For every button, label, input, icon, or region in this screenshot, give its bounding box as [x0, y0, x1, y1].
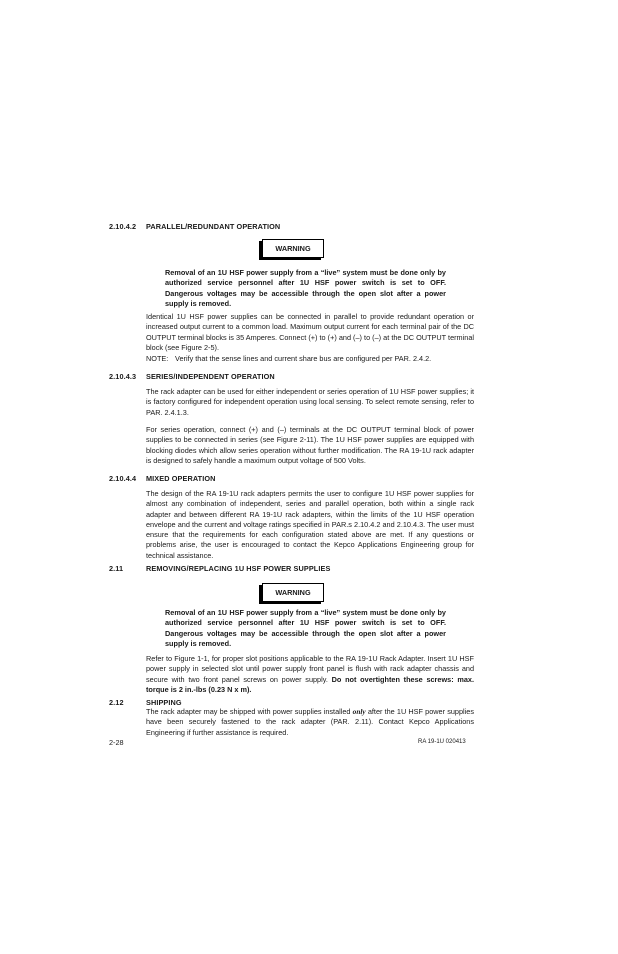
section-heading-2-11	[109, 564, 330, 573]
warning-box: WARNING	[262, 239, 324, 258]
section-heading-2-12	[109, 698, 182, 707]
warning-text: Removal of an 1U HSF power supply from a “live” system must be done only by authorized service personnel after 1U HSF power switch is set to OFF. Dangerous voltages may be accessible through the open slot after a power supply is removed.	[165, 608, 446, 648]
section-title: MIXED OPERATION	[146, 474, 216, 483]
paragraph: For series operation, connect (+) and (–) terminals at the DC OUTPUT terminal block of power supplies to be connected in series (see Figure 2-11). The 1U HSF power supplies are equipped with blocking diodes which allow series operation without further modification. The RA 19-1U rack adapter is designed to safely handle a maximum output voltage of 500 Volts.	[146, 425, 474, 465]
page-number: 2-28	[109, 738, 124, 747]
paragraph	[146, 654, 474, 695]
document-id: RA 19-1U 020413	[418, 739, 466, 745]
section-heading-2-10-4-4	[109, 474, 215, 483]
note	[146, 354, 431, 363]
note-text: Verify that the sense lines and current share bus are configured per PAR. 2.4.2.	[175, 354, 432, 363]
paragraph: The design of the RA 19-1U rack adapters permits the user to configure 1U HSF power supplies for almost any combination of independent, series and parallel operation, both within a single rack adapter and between different RA 19-1U rack adapters, within the limits of the 1U HSF operation envelope and the current and voltage ratings specified in PAR.s 2.10.4.2 and 2.10.4.3. The user must ensure that the requirements for each configuration stated above are met. If any questions or problems arise, the user is encouraged to contact the Kepco Applications Engineering group for technical assistance.	[146, 489, 474, 560]
warning-text: Removal of an 1U HSF power supply from a “live” system must be done only by authorized service personnel after 1U HSF power switch is set to OFF. Dangerous voltages may be accessible through the open slot after a power supply is removed.	[165, 268, 446, 308]
section-number: 2.12	[109, 698, 124, 707]
paragraph-text: The rack adapter may be shipped with power supplies installed	[146, 707, 353, 716]
note-label: NOTE:	[146, 354, 169, 363]
paragraph-emphasis: only	[352, 707, 366, 716]
section-title: SHIPPING	[146, 698, 182, 707]
section-number: 2.10.4.2	[109, 222, 137, 231]
paragraph-text: Refer to Figure 1-1, for proper slot positions applicable to the RA 19-1U Rack Adapter. Insert 1U HSF power supply in selected slot until power supply front panel is flush with rack adapter chassis and secure with two front panel screws on power supply.	[146, 654, 474, 684]
section-heading-2-10-4-3	[109, 372, 275, 381]
section-title: SERIES/INDEPENDENT OPERATION	[146, 372, 275, 381]
section-title: REMOVING/REPLACING 1U HSF POWER SUPPLIES	[146, 564, 331, 573]
section-heading-2-10-4-2	[109, 222, 280, 231]
paragraph-bold-text: Do not overtighten these screws: max. torque is 2 in.-lbs (0.23 N x m).	[146, 674, 474, 694]
paragraph-text: after the 1U HSF power supplies have been securely fastened to the rack adapter (PAR. 2.11). Contact Kepco Applications Engineering if further assistance is required.	[146, 707, 474, 737]
section-number: 2.10.4.3	[109, 372, 137, 381]
section-number: 2.10.4.4	[109, 474, 137, 483]
paragraph	[146, 707, 474, 738]
section-number: 2.11	[109, 564, 124, 573]
paragraph: The rack adapter can be used for either independent or series operation of 1U HSF power supplies; it is factory configured for independent operation using local sensing. To select remote sensing, refer to PAR. 2.4.1.3.	[146, 387, 474, 417]
paragraph: Identical 1U HSF power supplies can be connected in parallel to provide redundant operation or increased output current to a common load. Maximum output current for each terminal pair of the DC OUTPUT terminal blocks is 35 Amperes. Connect (+) to (+) and (–) to (–) at the DC OUTPUT terminal block (see Figure 2-5).	[146, 312, 474, 352]
warning-box: WARNING	[262, 583, 324, 602]
section-title: PARALLEL/REDUNDANT OPERATION	[146, 222, 281, 231]
